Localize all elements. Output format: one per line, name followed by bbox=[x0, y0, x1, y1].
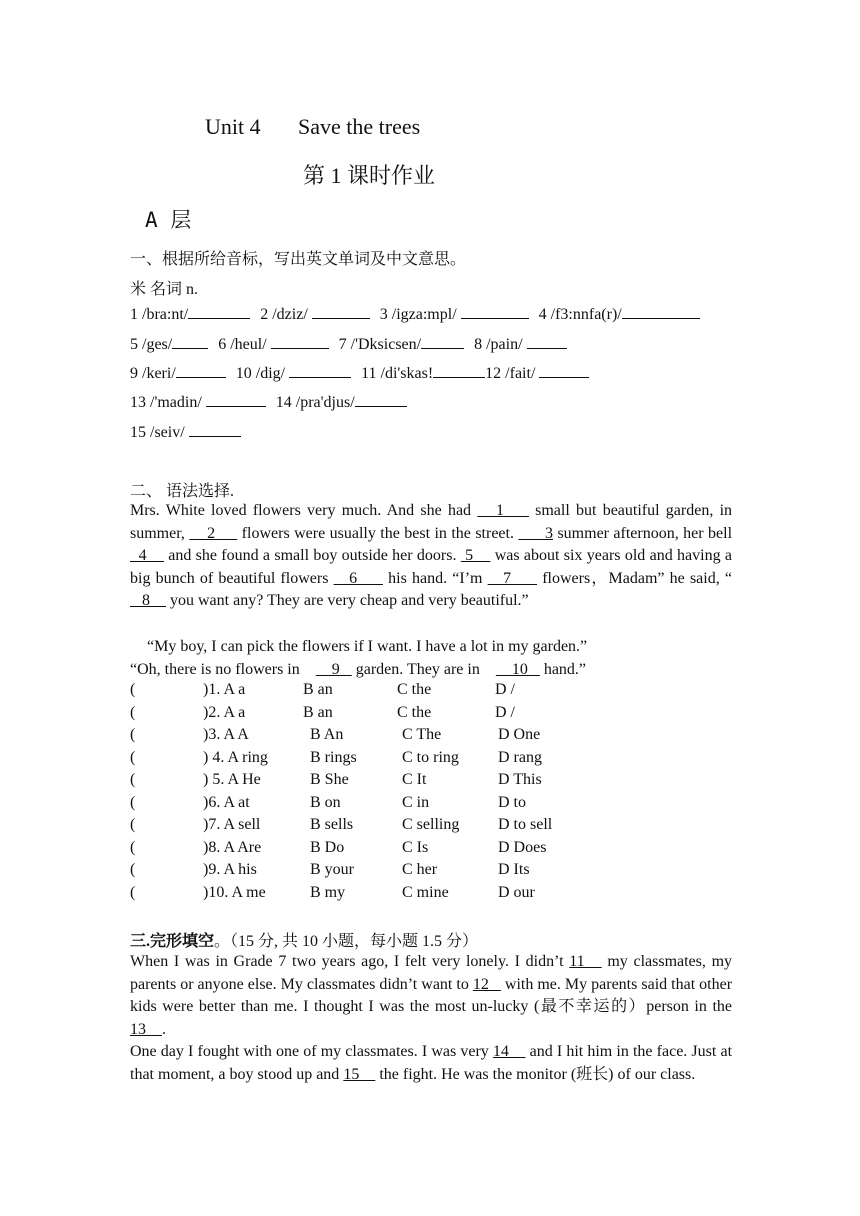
phonetic-line-5 bbox=[130, 421, 241, 444]
question-option: C the bbox=[397, 681, 432, 698]
blank-3[interactable]: 3 bbox=[518, 524, 554, 542]
answer-bracket[interactable]: ( bbox=[130, 816, 136, 833]
cloze-passage-2: One day I fought with one of my classmates. I was very 14 and I hit him in the face. Just at that moment, a boy stood up and 15 the fight. He was the monitor (班长) of our class. bbox=[130, 1043, 733, 1083]
section1-heading: 一、根据所给音标，写出英文单词及中文意思。 bbox=[130, 251, 467, 268]
answer-blank[interactable] bbox=[189, 421, 241, 437]
answer-blank[interactable] bbox=[176, 362, 226, 378]
level-label: A 层 bbox=[145, 208, 192, 232]
question-option: B my bbox=[310, 883, 346, 901]
phonetic-item: 12 /fait/ bbox=[485, 365, 536, 382]
phonetic-item: 2 /dziz/ bbox=[260, 306, 308, 323]
question-option: ) 4. A ring bbox=[203, 748, 268, 766]
blank-15[interactable]: 15 bbox=[343, 1065, 376, 1083]
question-option: D rang bbox=[498, 748, 542, 766]
question-option: )9. A his bbox=[203, 861, 257, 878]
question-option: D to sell bbox=[498, 816, 553, 833]
blank-2[interactable]: 2 bbox=[189, 524, 238, 542]
answer-blank[interactable] bbox=[421, 333, 464, 349]
answer-blank[interactable] bbox=[271, 333, 329, 349]
question-option: )3. A A bbox=[203, 726, 249, 743]
answer-blank[interactable] bbox=[622, 303, 700, 319]
question-option: )10. A me bbox=[203, 883, 266, 901]
phonetic-item: 4 /f3:nnfa(r)/ bbox=[538, 306, 622, 323]
phonetic-item: 11 /di'skas! bbox=[361, 365, 434, 382]
answer-bracket[interactable]: ( bbox=[130, 748, 136, 766]
question-option: B your bbox=[310, 861, 354, 878]
answer-bracket[interactable]: ( bbox=[130, 793, 136, 811]
question-option: )2. A a bbox=[203, 703, 246, 721]
answer-blank[interactable] bbox=[289, 362, 351, 378]
question-option: C in bbox=[402, 793, 430, 811]
blank-4[interactable]: 4 bbox=[130, 547, 164, 565]
phonetic-item: 14 /pra'djus/ bbox=[275, 394, 355, 411]
answer-blank[interactable] bbox=[355, 391, 407, 407]
question-option: D Does bbox=[498, 838, 547, 856]
question-option: B an bbox=[303, 703, 333, 721]
question-option: B sells bbox=[310, 816, 354, 833]
question-option: C the bbox=[397, 703, 432, 721]
section1-example: 米 名词 n. bbox=[130, 281, 199, 298]
unit-topic: Save the trees bbox=[298, 114, 421, 139]
question-option: D One bbox=[498, 726, 541, 743]
question-option: B an bbox=[303, 681, 333, 698]
phonetic-item: 5 /ges/ bbox=[130, 336, 173, 353]
phonetic-item: 9 /keri/ bbox=[130, 365, 176, 382]
grammar-passage: Mrs. White loved flowers very much. And she had 1 small but beautiful garden, in summer, 2 flowers were usually the best in the street. 3 summer afternoon, her bell 4 and she found a small boy outside her doors. 5 was about six years old and having a big bunch of beautiful flowers 6 his hand. “I’m 7 flowers，Madam” he said, “ 8 you want any? They are very cheap and very beautiful.” bbox=[130, 502, 733, 610]
answer-bracket[interactable]: ( bbox=[130, 861, 136, 878]
answer-bracket[interactable]: ( bbox=[130, 681, 136, 698]
section2-heading: 二、 语法选择. bbox=[130, 483, 235, 500]
phonetic-item: 1 /bra:nt/ bbox=[130, 306, 189, 323]
answer-bracket[interactable]: ( bbox=[130, 726, 136, 743]
answer-blank[interactable] bbox=[172, 333, 208, 349]
question-option: B rings bbox=[310, 748, 357, 766]
phonetic-item: 3 /igza:mpl/ bbox=[379, 306, 457, 323]
phonetic-line-3 bbox=[130, 362, 589, 385]
blank-5[interactable]: 5 bbox=[460, 547, 491, 565]
phonetic-line-4 bbox=[130, 391, 407, 414]
phonetic-item: 7 /'Dksicsen/ bbox=[338, 336, 422, 353]
question-option: D our bbox=[498, 883, 535, 901]
blank-13[interactable]: 13 bbox=[130, 1020, 162, 1038]
phonetic-line-2 bbox=[130, 333, 567, 356]
question-option: C The bbox=[402, 726, 442, 743]
unit-label: Unit 4 bbox=[205, 114, 261, 139]
question-option: C Is bbox=[402, 838, 429, 856]
question-option: D This bbox=[498, 771, 542, 788]
blank-6[interactable]: 6 bbox=[333, 569, 383, 587]
question-option: )1. A a bbox=[203, 681, 246, 698]
blank-14[interactable]: 14 bbox=[492, 1043, 526, 1060]
question-option: C It bbox=[402, 771, 427, 788]
blank-11[interactable]: 11 bbox=[569, 953, 602, 970]
blank-9[interactable]: 9 bbox=[315, 661, 352, 678]
question-option: B on bbox=[310, 793, 341, 811]
blank-8[interactable]: 8 bbox=[130, 592, 166, 610]
blank-10[interactable]: 10 bbox=[495, 661, 540, 678]
question-option: D to bbox=[498, 793, 526, 811]
answer-blank[interactable] bbox=[527, 333, 567, 349]
cloze-passage-1: When I was in Grade 7 two years ago, I felt very lonely. I didn’t 11 my classmates, my parents or anyone else. My classmates didn’t want to 12 with me. My parents said that other kids were better than me. I thought I was the most un-lucky (最不幸运的）person in the 13 . bbox=[130, 953, 733, 1038]
answer-bracket[interactable]: ( bbox=[130, 771, 136, 788]
question-option: C her bbox=[402, 861, 438, 878]
phonetic-item: 6 /heul/ bbox=[218, 336, 267, 353]
section3-heading: 三.完形填空。（15 分, 共 10 小题，每小题 1.5 分） bbox=[130, 933, 479, 950]
question-option: B An bbox=[310, 726, 344, 743]
phonetic-item: 10 /dig/ bbox=[235, 365, 286, 382]
answer-bracket[interactable]: ( bbox=[130, 883, 136, 901]
question-option: )7. A sell bbox=[203, 816, 261, 833]
answer-blank[interactable] bbox=[433, 362, 485, 378]
answer-blank[interactable] bbox=[188, 303, 250, 319]
question-option: D / bbox=[495, 681, 515, 698]
blank-7[interactable]: 7 bbox=[487, 569, 538, 587]
question-option: C mine bbox=[402, 883, 449, 901]
page-subtitle: 第 1 课时作业 bbox=[303, 163, 436, 188]
answer-bracket[interactable]: ( bbox=[130, 703, 136, 721]
question-option: )8. A Are bbox=[203, 838, 262, 856]
blank-12[interactable]: 12 bbox=[472, 975, 501, 993]
question-option: C selling bbox=[402, 816, 460, 833]
question-option: D / bbox=[495, 703, 515, 721]
phonetic-item: 15 /seiv/ bbox=[130, 424, 185, 441]
question-option: B She bbox=[310, 771, 349, 788]
phonetic-line-1 bbox=[130, 303, 700, 326]
phonetic-item: 8 /pain/ bbox=[474, 336, 523, 353]
answer-blank[interactable] bbox=[461, 303, 529, 319]
phonetic-item: 13 /'madin/ bbox=[130, 394, 202, 411]
blank-1[interactable]: 1 bbox=[477, 502, 529, 519]
answer-blank[interactable] bbox=[539, 362, 589, 378]
question-option: C to ring bbox=[402, 748, 459, 766]
passage-paragraph-2: “My boy, I can pick the flowers if I want. I have a lot in my garden.” bbox=[147, 638, 588, 655]
answer-bracket[interactable]: ( bbox=[130, 838, 136, 856]
question-option: )6. A at bbox=[203, 793, 250, 811]
question-option: ) 5. A He bbox=[203, 771, 261, 788]
passage-paragraph-3: “Oh, there is no flowers in 9 garden. They are in 10 hand.” bbox=[130, 661, 587, 678]
question-option: B Do bbox=[310, 838, 345, 856]
answer-blank[interactable] bbox=[206, 391, 266, 407]
answer-blank[interactable] bbox=[312, 303, 370, 319]
question-option: D Its bbox=[498, 861, 530, 878]
